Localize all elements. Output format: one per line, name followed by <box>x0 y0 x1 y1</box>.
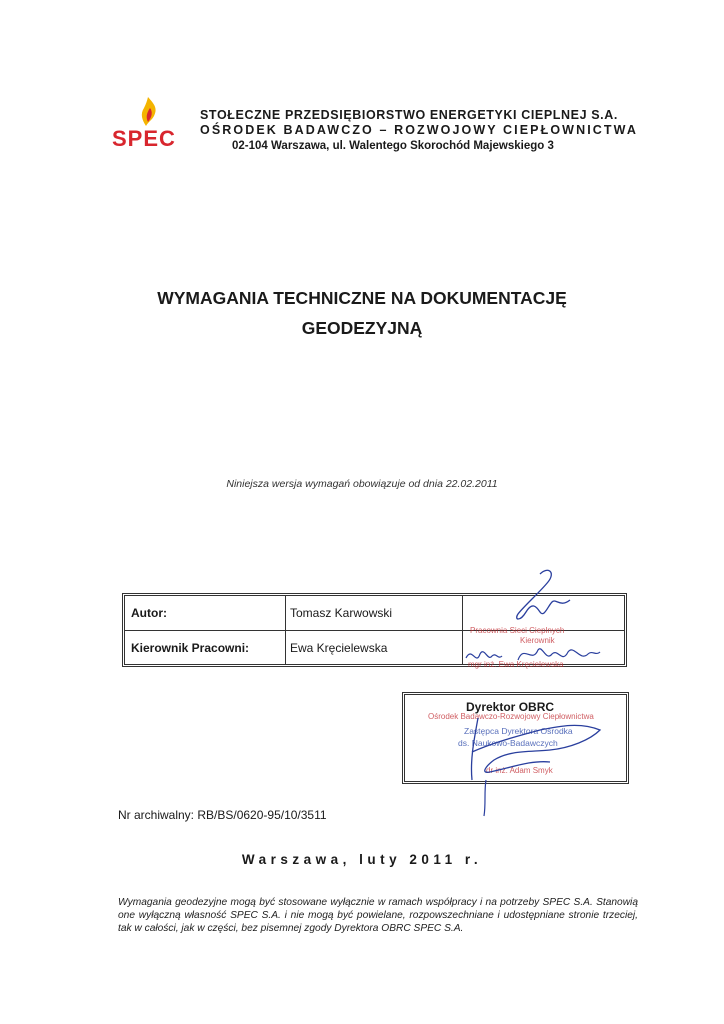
manager-stamp-line: Pracownia Sieci Cieplnych <box>470 626 565 635</box>
company-name: STOŁECZNE PRZEDSIĘBIORSTWO ENERGETYKI CIEPLNEJ S.A. <box>200 108 618 122</box>
archive-number: Nr archiwalny: RB/BS/0620-95/10/3511 <box>118 808 327 822</box>
director-stamp-line: Zastępca Dyrektora Ośrodka <box>464 726 573 736</box>
row-label-manager: Kierownik Pracowni: <box>131 641 250 655</box>
director-stamp-line: Ośrodek Badawczo-Rozwojowy Ciepłownictwa <box>428 712 594 721</box>
director-stamp-line: dr inż. Adam Smyk <box>486 766 553 775</box>
department-name: OŚRODEK BADAWCZO – ROZWOJOWY CIEPŁOWNICTWA <box>200 123 638 137</box>
director-signature <box>450 700 610 820</box>
logo-text: SPEC <box>112 126 176 151</box>
document-title-line1: WYMAGANIA TECHNICZNE NA DOKUMENTACJĘ <box>157 288 567 308</box>
flame-icon <box>134 96 162 130</box>
manager-stamp-line: mgr inż. Ewa Kręcielewska <box>468 660 564 669</box>
row-value-manager: Ewa Kręcielewska <box>290 641 388 655</box>
row-value-author: Tomasz Karwowski <box>290 606 393 620</box>
place-date: Warszawa, luty 2011 r. <box>241 852 483 867</box>
row-label-author: Autor: <box>131 606 167 620</box>
company-address: 02-104 Warszawa, ul. Walentego Skorochód Majewskiego 3 <box>232 140 554 152</box>
director-label: Dyrektor OBRC <box>466 700 555 714</box>
director-stamp-line: ds. Naukowo-Badawczych <box>458 738 558 748</box>
disclaimer-text: Wymagania geodezyjne mogą być stosowane wyłącznie w ramach współpracy i na potrzeby SPEC S.A. Stanowią one wyłączną własność SPEC S.A. i nie mogą być powielane, rozpowszechniane i udostępniane stronie trzeciej, tak w całości, jak w części, bez pisemnej zgody Dyrektora OBRC SPEC S.A. <box>118 897 638 934</box>
author-signature <box>500 566 590 626</box>
document-title-line2: GEODEZYJNĄ <box>301 318 423 338</box>
spec-logo <box>112 96 192 156</box>
version-note: Niniejsza wersja wymagań obowiązuje od dnia 22.02.2011 <box>226 478 498 490</box>
manager-stamp-line: Kierownik <box>520 636 555 645</box>
manager-signature <box>462 640 602 670</box>
